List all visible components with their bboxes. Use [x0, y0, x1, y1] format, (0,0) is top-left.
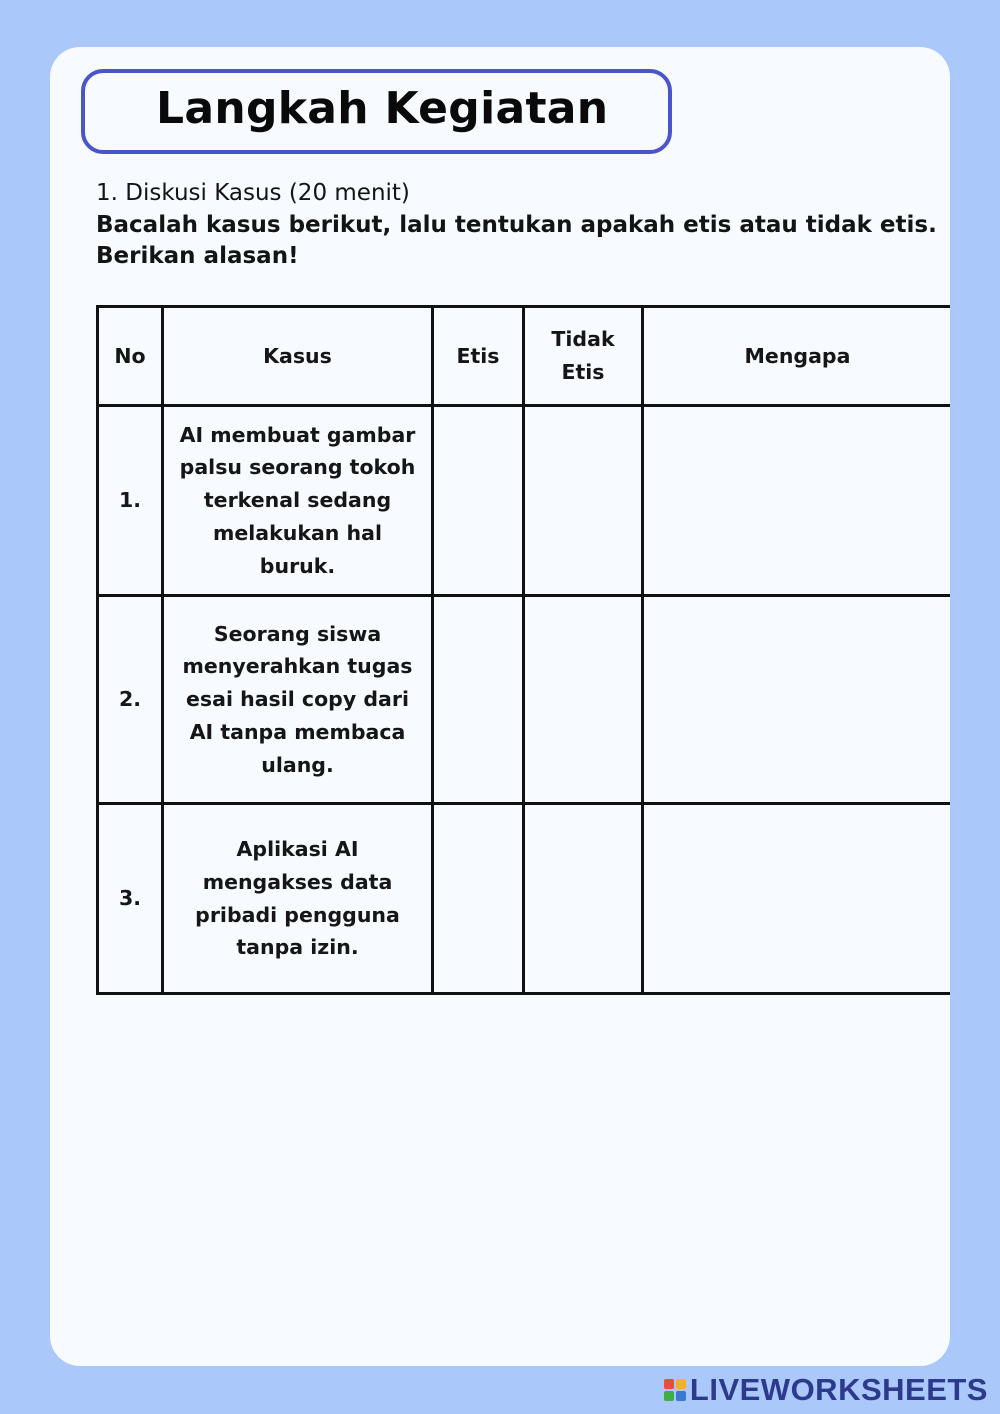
case-line: AI tanpa membaca [189, 719, 406, 744]
case-line: palsu seorang tokoh [179, 455, 416, 480]
logo-square [664, 1391, 674, 1401]
etis-answer-cell[interactable] [433, 804, 524, 994]
case-line: menyerahkan tugas [182, 654, 413, 679]
case-line: Aplikasi AI [236, 837, 359, 862]
worksheet-card [50, 47, 950, 1366]
table-row [98, 804, 951, 994]
mengapa-answer-cell[interactable] [643, 406, 951, 596]
case-line: ulang. [261, 752, 334, 777]
header-tidak-etis-line-1: Tidak [551, 327, 615, 352]
case-line: Seorang siswa [213, 621, 382, 646]
instruction-step: 1. Diskusi Kasus (20 menit) [96, 180, 410, 206]
case-text [163, 406, 433, 596]
logo-square [664, 1379, 674, 1389]
tidak-etis-answer-cell[interactable] [524, 406, 643, 596]
liveworksheets-logo[interactable] [664, 1373, 988, 1407]
case-line: tanpa izin. [236, 935, 359, 960]
header-tidak-etis [524, 307, 643, 406]
row-number: 1. [98, 406, 163, 596]
header-mengapa: Mengapa [643, 307, 951, 406]
case-line: AI membuat gambar [179, 422, 416, 447]
header-no: No [98, 307, 163, 406]
liveworksheets-logo-icon [664, 1379, 686, 1401]
header-etis: Etis [433, 307, 524, 406]
mengapa-answer-cell[interactable] [643, 596, 951, 804]
table-row [98, 596, 951, 804]
tidak-etis-answer-cell[interactable] [524, 596, 643, 804]
case-text [163, 804, 433, 994]
table-row [98, 406, 951, 596]
page-title: Langkah Kegiatan [156, 83, 609, 134]
etis-answer-cell[interactable] [433, 596, 524, 804]
instruction-line-1: Bacalah kasus berikut, lalu tentukan apakah etis atau tidak etis. [96, 211, 937, 238]
header-tidak-etis-line-2: Etis [561, 360, 605, 384]
case-line: terkenal sedang [203, 488, 392, 513]
case-line: esai hasil copy dari [186, 687, 409, 712]
logo-text: LIVEWORKSHEETS [689, 1372, 988, 1407]
case-line: pribadi pengguna [195, 902, 400, 927]
title-box [81, 69, 672, 154]
instructions [96, 178, 936, 273]
logo-square [676, 1391, 686, 1401]
cases-table [96, 305, 950, 995]
etis-answer-cell[interactable] [433, 406, 524, 596]
case-text [163, 596, 433, 804]
logo-square [676, 1379, 686, 1389]
case-line: mengakses data [202, 869, 393, 894]
row-number: 3. [98, 804, 163, 994]
header-kasus: Kasus [163, 307, 433, 406]
table-header-row [98, 307, 951, 406]
instruction-line-2: Berikan alasan! [96, 243, 299, 269]
mengapa-answer-cell[interactable] [643, 804, 951, 994]
row-number: 2. [98, 596, 163, 804]
case-line: melakukan hal buruk. [212, 520, 382, 578]
tidak-etis-answer-cell[interactable] [524, 804, 643, 994]
